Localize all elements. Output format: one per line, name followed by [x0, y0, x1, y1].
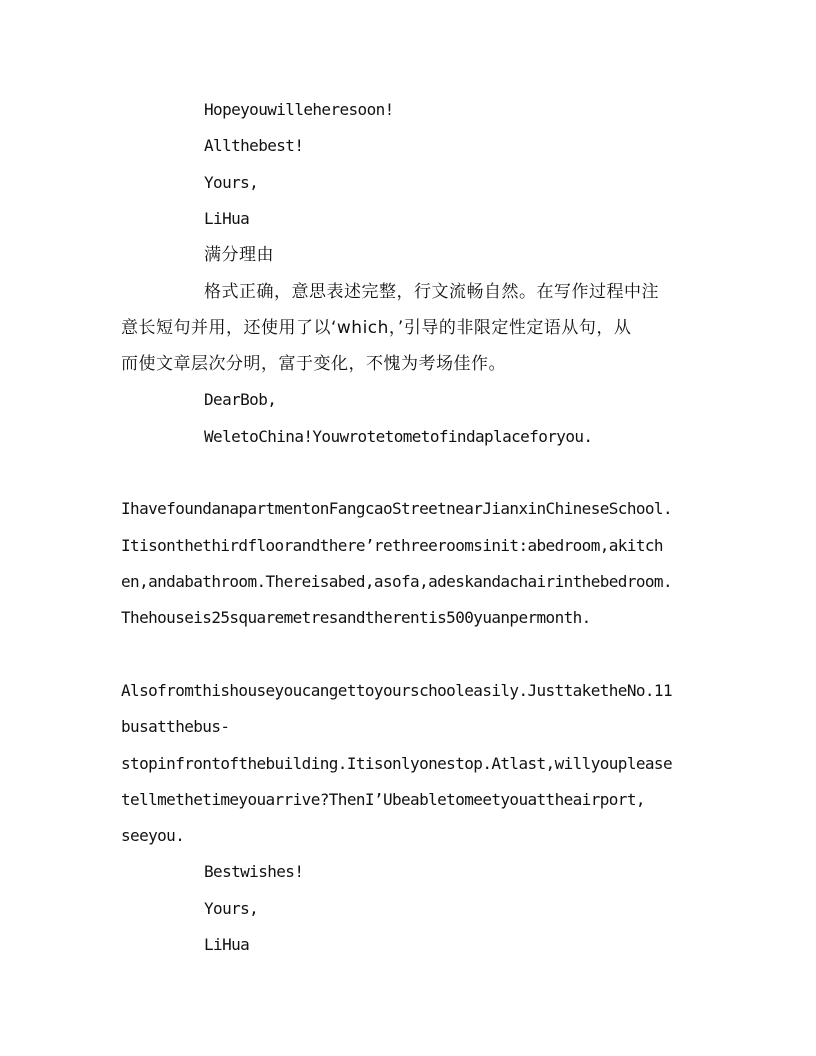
paragraph1-line-1: IhavefoundanapartmentonFangcaoStreetnearJianxinChineseSchool. — [121, 499, 673, 518]
paragraph1-line-4: Thehouseis25squaremetresandtherentis500yuanpermonth. — [121, 608, 591, 627]
signature-name: LiHua — [204, 209, 250, 228]
closing-line-best: Allthebest! — [204, 136, 304, 155]
closing-line-wishes: Bestwishes! — [204, 862, 304, 881]
signature-name-2: LiHua — [204, 935, 250, 954]
comment-line-3: 而使文章层次分明，富于变化，不愧为考场佳作。 — [121, 354, 506, 374]
paragraph2-line-5: seeyou. — [121, 826, 185, 845]
opening-line: WeletoChina!Youwrotetometofindaplaceforyou. — [204, 427, 593, 446]
closing-line-yours: Yours, — [204, 173, 259, 192]
paragraph2-line-2: busatthebus- — [121, 717, 230, 736]
closing-line-yours-2: Yours, — [204, 899, 259, 918]
paragraph2-line-4: tellmethetimeyouarrive?ThenI’Ubeabletomeetyouattheairport, — [121, 790, 645, 809]
comment-line-1: 格式正确，意思表述完整，行文流畅自然。在写作过程中注 — [204, 282, 659, 302]
salutation: DearBob, — [204, 390, 277, 409]
paragraph2-line-1: Alsofromthishouseyoucangettoyourschooleasily.JusttaketheNo.11 — [121, 681, 673, 700]
paragraph1-line-3: en,andabathroom.Thereisabed,asofa,adeskandachairinthebedroom. — [121, 572, 673, 591]
comment-line-2: 意长短句并用，还使用了以‘which，’引导的非限定性定语从句，从 — [121, 318, 632, 338]
comment-heading: 满分理由 — [204, 245, 274, 265]
paragraph2-line-3: stopinfrontofthebuilding.Itisonlyonestop.Atlast,willyouplease — [121, 754, 673, 773]
closing-line-hope: Hopeyouwilleheresoon! — [204, 100, 394, 119]
paragraph1-line-2: Itisonthethirdfloorandthere’rethreeroomsinit:abedroom,akitch — [121, 536, 663, 555]
